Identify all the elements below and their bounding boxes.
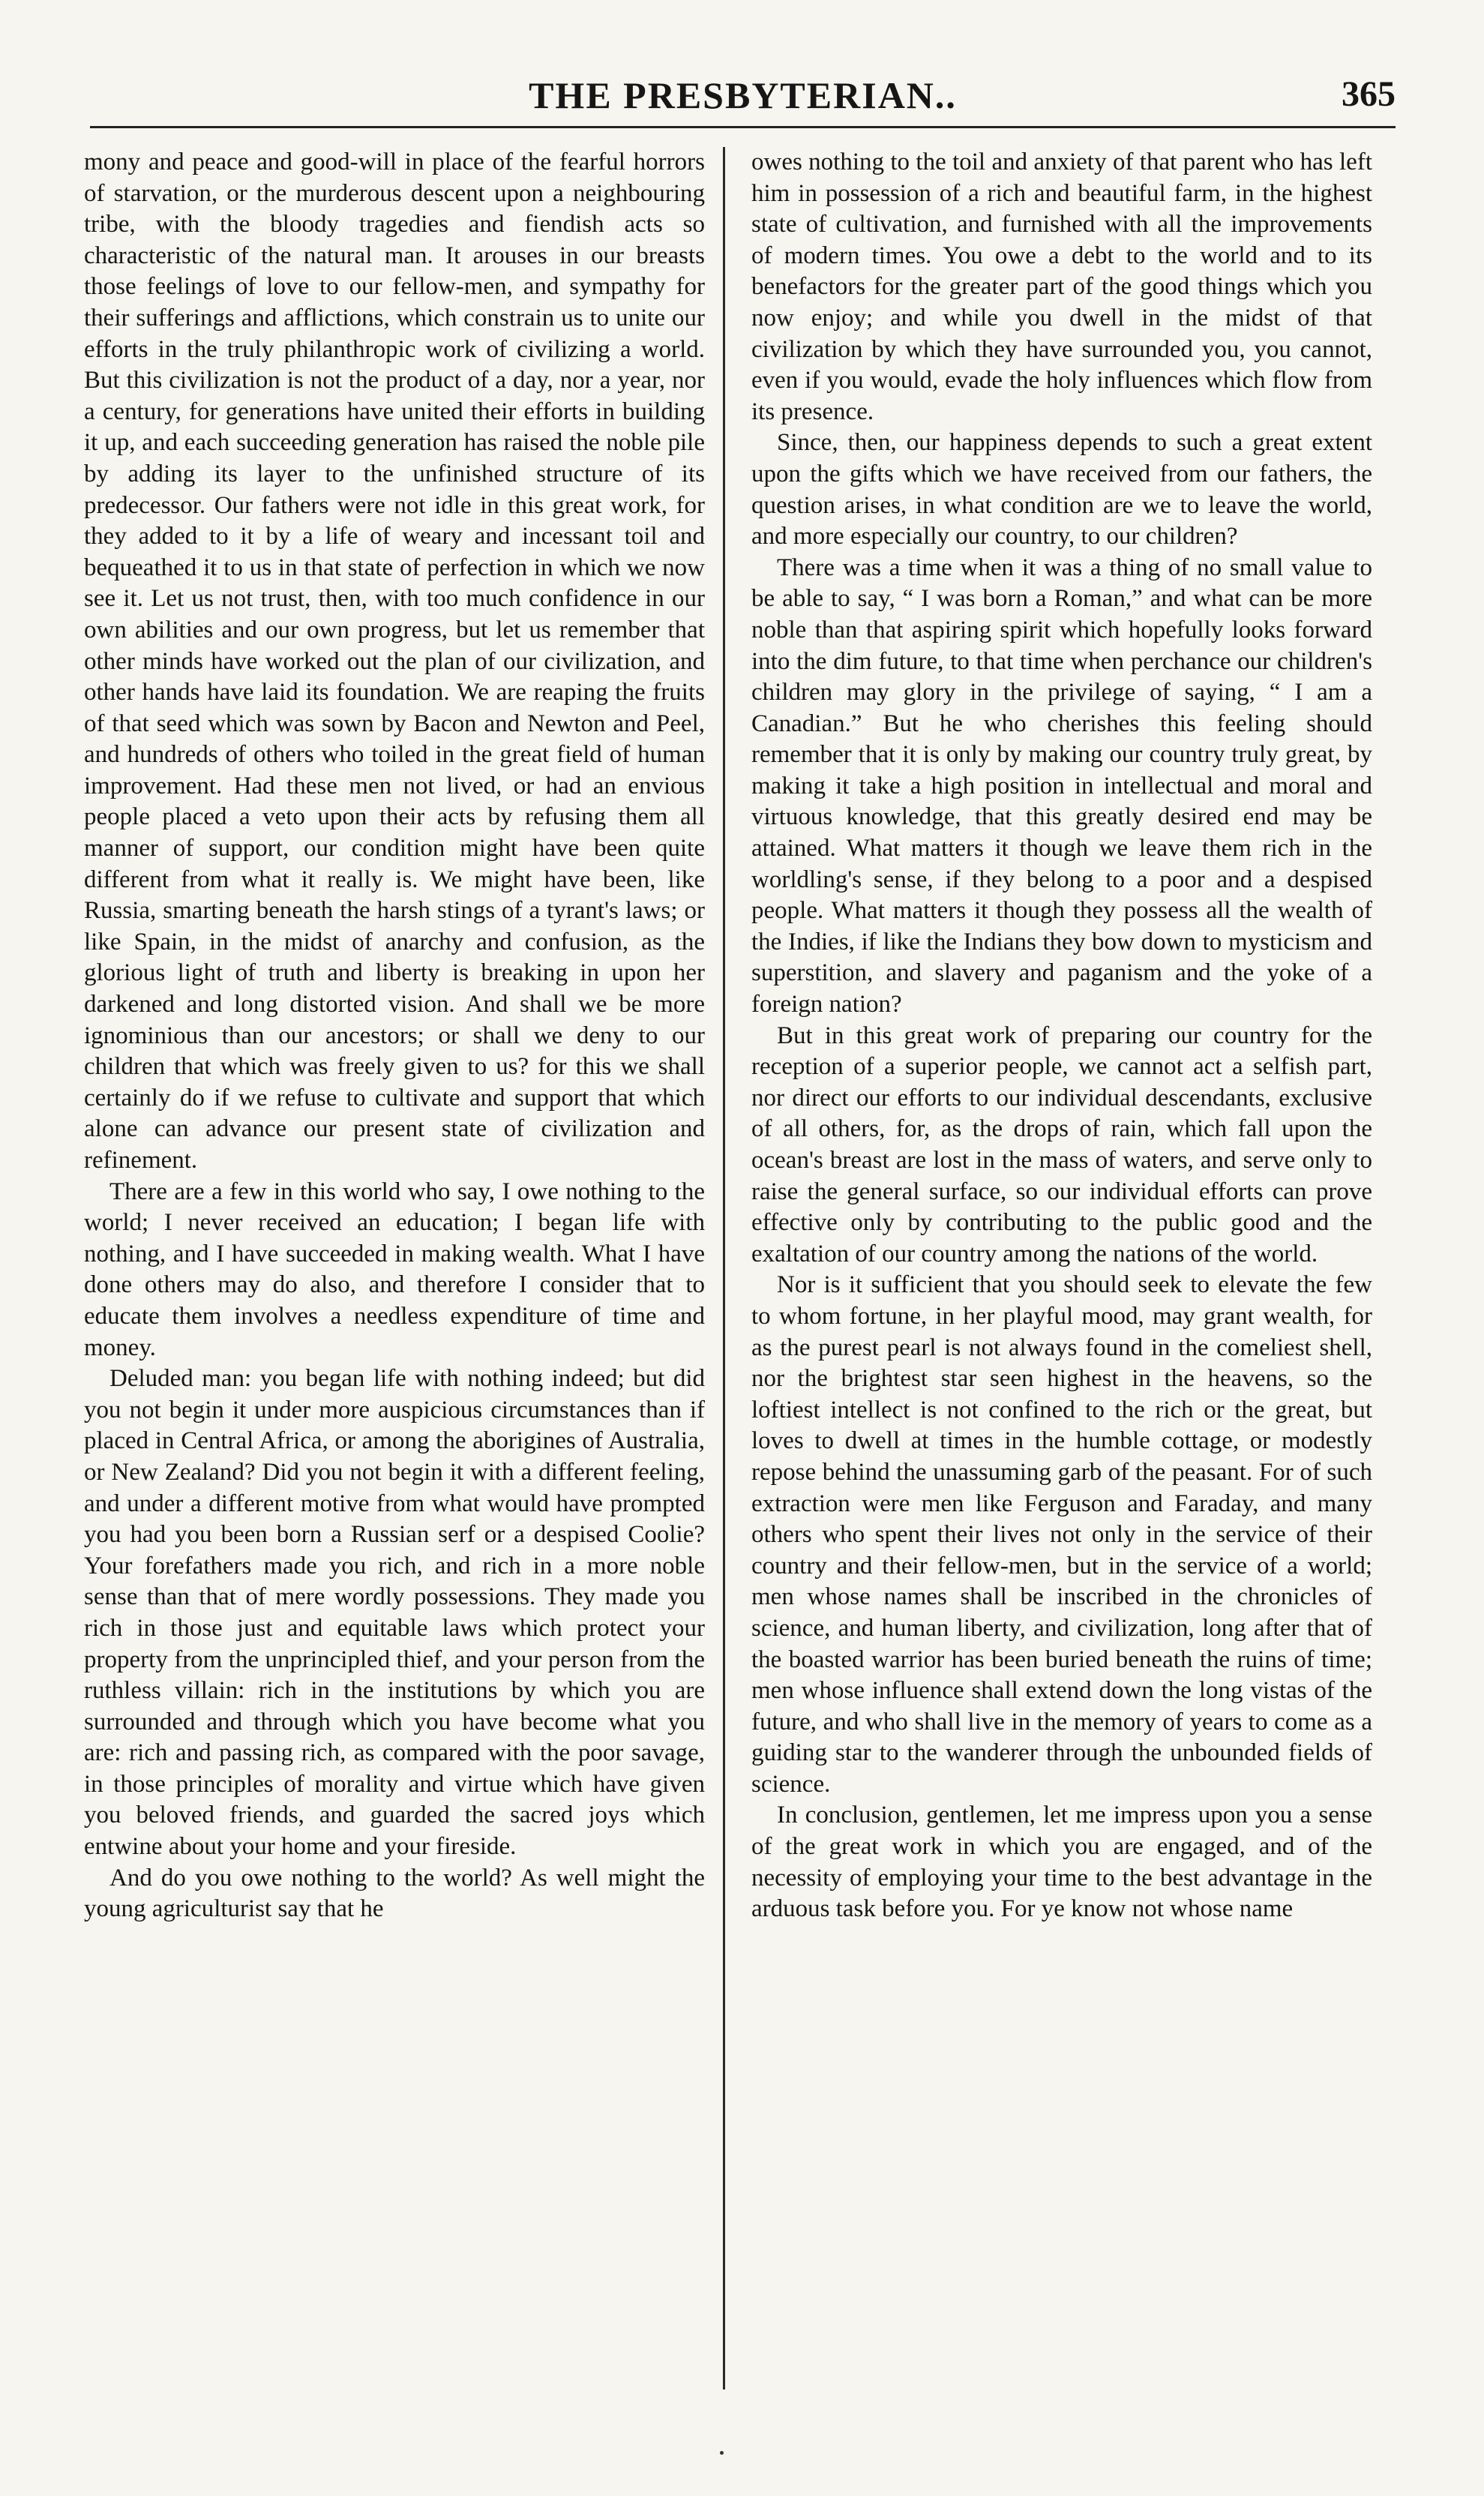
paragraph: But in this great work of preparing our country for the reception of a superior people, we cannot act a selfish part, nor direct our efforts to our individual descendants, exclusive of all others, for, as the drops of rain, which fall upon the ocean's breast are lost in the mass of waters, and serve only to raise the general surface, so our individual efforts can prove effective only by contributing to the public good and the exaltation of our country among the nations of the world. — [751, 1022, 1372, 1268]
paragraph: And do you owe nothing to the world? As well might the young agriculturist say that he — [84, 1864, 705, 1923]
print-speck — [720, 2451, 724, 2455]
paragraph: There are a few in this world who say, I owe nothing to the world; I never received an education; I began life with nothing, and I have succeeded in making wealth. What I have done others may do also, and therefore I consider that to educate them involves a needless expenditure of time and money. — [84, 1178, 705, 1361]
paragraph: There was a time when it was a thing of no small value to be able to say, “ I was born a Roman,” and what can be more noble than that aspiring spirit which hopefully looks forward into the dim future, to that time when perchance our children's children may glory in the privilege of saying, “ I am a Canadian.” But he who cherishes this feeling should remember that it is only by making our country truly great, by making it take a high position in intellectual and moral and virtuous knowledge, that this greatly desired end may be attained. What matters it though we leave them rich in the worldling's sense, if they belong to a poor and a despised people. What matters it though they possess all the wealth of the Indies, if like the Indians they bow down to mysticism and superstition, and slavery and paganism and the yoke of a foreign nation? — [751, 554, 1372, 1018]
column-divider — [723, 147, 725, 2390]
right-column — [751, 147, 1372, 2404]
paragraph: In conclusion, gentlemen, let me impress upon you a sense of the great work in which you are engaged, and of the necessity of employing your time to the best advantage in the arduous task before you. For ye know not whose name — [751, 1802, 1372, 1923]
header-rule — [90, 126, 1396, 128]
left-column — [84, 147, 705, 2404]
page-number: 365 — [1342, 74, 1396, 114]
paragraph: Deluded man: you began life with nothing indeed; but did you not begin it under more auspicious circumstances than if placed in Central Africa, or among the aborigines of Australia, or New Zealand? Did you not begin it with a different feeling, and under a different motive from what would have prompted you had you been born a Russian serf or a despised Coolie? Your forefathers made you rich, and rich in a more noble sense than that of mere wordly possessions. They made you rich in those just and equitable laws which protect your property from the unprincipled thief, and your person from the ruthless villain: rich in the institutions by which you are surrounded and through which you have become what you are: rich and passing rich, as compared with the poor savage, in those principles of morality and virtue which have given you beloved friends, and guarded the sacred joys which entwine about your home and your fireside. — [84, 1365, 705, 1861]
running-head — [90, 74, 1396, 126]
paragraph: Since, then, our happiness depends to such a great extent upon the gifts which we have received from our fathers, the question arises, in what condition are we to leave the world, and more especially our country, to our children? — [751, 429, 1372, 550]
paragraph: mony and peace and good-will in place of the fearful horrors of starvation, or the murderous descent upon a neighbouring tribe, with the bloody tragedies and fiendish acts so characteristic of the natural man. It arouses in our breasts those feelings of love to our fellow-men, and sympathy for their sufferings and afflictions, which constrain us to unite our efforts in the truly philanthropic work of civilizing a world. But this civilization is not the product of a day, nor a year, nor a century, for generations have united their efforts in building it up, and each succeeding generation has raised the noble pile by adding its layer to the unfinished structure of its predecessor. Our fathers were not idle in this great work, for they added to it by a life of weary and incessant toil and bequeathed it to us in that state of perfection in which we now see it. Let us not trust, then, with too much confidence in our own abilities and our own progress, but let us remember that other minds have worked out the plan of our civilization, and other hands have laid its foundation. We are reaping the fruits of that seed which was sown by Bacon and Newton and Peel, and hundreds of others who toiled in the great field of human improvement. Had these men not lived, or had an envious people placed a veto upon their acts by refusing them all manner of support, our condition might have been quite different from what it really is. We might have been, like Russia, smarting beneath the harsh stings of a tyrant's laws; or like Spain, in the midst of anarchy and confusion, as the glorious light of truth and liberty is breaking in upon her darkened and long distorted vision. And shall we be more ignominious than our ancestors; or shall we deny to our children that which was freely given to us? for this we shall certainly do if we refuse to cultivate and support that which alone can advance our present state of civilization and refinement. — [84, 148, 705, 1174]
paragraph: Nor is it sufficient that you should seek to elevate the few to whom fortune, in her playful mood, may grant wealth, for as the purest pearl is not always found in the comeliest shell, nor the brightest star seen highest in the heavens, so the loftiest intellect is not confined to the rich or the great, but loves to dwell at times in the humble cottage, or modestly repose behind the unassuming garb of the peasant. For of such extraction were men like Ferguson and Faraday, and many others who spent their lives not only in the service of their country and their fellow-men, but in the service of a world; men whose names shall be inscribed in the chronicles of science, and human liberty, and civilization, long after that of the boasted warrior has been buried beneath the ruins of time; men whose influence shall extend down the long vistas of the future, and who shall live in the memory of years to come as a guiding star to the wanderer through the unbounded fields of science. — [751, 1271, 1372, 1798]
paragraph: owes nothing to the toil and anxiety of that parent who has left him in possession of a rich and beautiful farm, in the highest state of cultivation, and furnished with all the improvements of modern times. You owe a debt to the world and to its benefactors for the greater part of the good things which you now enjoy; and while you dwell in the midst of that civilization by which they have surrounded you, you cannot, even if you would, evade the holy influences which flow from its presence. — [751, 148, 1372, 425]
running-title: THE PRESBYTERIAN.. — [529, 74, 957, 116]
